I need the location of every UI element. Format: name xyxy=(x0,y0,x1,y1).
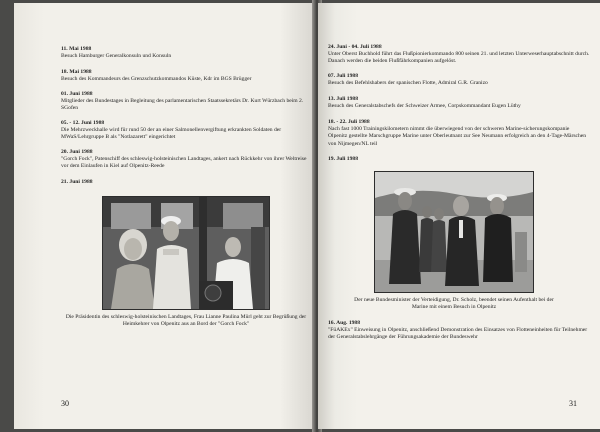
chronicle-entry xyxy=(328,320,590,342)
entry-date: 21. Juni 1988 xyxy=(61,179,93,185)
entry-text: "Gorch Fock", Patenschiff des schleswig-holsteinischen Landtages, ankert nach Rückkehr von ihrer Weltreise vor dem Einlaufen in Kiel auf Olpenitz-Reede xyxy=(61,156,307,170)
entry-text: Besuch des Generalstabschefs der Schweizer Armee, Corpskommandant Eugen Lüthy xyxy=(328,103,521,110)
entry-text: Besuch des Befehlshabers der spanischen Flotte, Admiral G.R. Granizo xyxy=(328,80,488,87)
chronicle-entry xyxy=(328,73,590,87)
chronicle-entry xyxy=(61,69,306,83)
entry-date: 20. Juni 1988 xyxy=(61,149,93,155)
bridge-photo-image xyxy=(103,197,269,309)
left-page xyxy=(14,3,316,429)
photo-caption: Die Präsidentin des schleswig-holsteinischen Landtages, Frau Lianne Paulina Mürl geht zur Begrüßung der Heimkehrer von Olpenitz aus an Bord der "Gorch Fock" xyxy=(65,314,307,328)
chronicle-entry xyxy=(61,179,306,186)
entry-date: 24. Juni - 04. Juli 1988 xyxy=(328,44,382,50)
entry-date: 01. Juni 1988 xyxy=(61,91,93,97)
chronicle-entry xyxy=(61,149,311,171)
minister-photo-image xyxy=(375,172,533,292)
chronicle-entry xyxy=(61,120,311,142)
minister-photo xyxy=(374,171,534,293)
bridge-photo xyxy=(102,196,270,310)
entry-date: 19. Juli 1988 xyxy=(328,156,358,162)
entry-text: Unter Oberst Buchhold führt das Flußpionierkommando 800 seinen 21. und letzten Unterweserhauptabschnitt durch. Danach werden die beiden Flußfährkompanien aufgelöst. xyxy=(328,51,590,65)
entry-text: "FüAKEx" Einweisung in Olpenitz, anschließend Demonstration des Einsatzes von Flotteneinheiten für Teilnehmer der Generalstabslehrgänge der Führungsakademie der Bundeswehr xyxy=(328,327,588,341)
entry-text: Mitglieder des Bundestages in Begleitung des parlamentarischen Staatssekretärs Dr. Kurt Würzbach beim 2. SGofen xyxy=(61,98,304,112)
right-page xyxy=(318,3,600,429)
entry-date: 05. - 12. Juni 1988 xyxy=(61,120,105,126)
entry-date: 11. Mai 1988 xyxy=(61,46,92,52)
chronicle-entry xyxy=(61,91,311,113)
chronicle-entry xyxy=(61,46,306,60)
chronicle-entry xyxy=(328,119,590,148)
entry-text: Besuch des Kommandeurs des Grenzschutzkommandos Küste, Kdr im BGS Brügger xyxy=(61,76,252,83)
entry-date: 18. Mai 1988 xyxy=(61,69,92,75)
entry-text: Nach fast 1000 Trainingskilometern nimmt die überwiegend von der schweren Marine-sicherungskompanie Olpenitz gestellte Marschgruppe Marine unter Oberleutnant zur See Neumann erfolgreich an den 4-Tage-Märschen von Nijmegen/NL teil xyxy=(328,126,587,147)
chronicle-entry xyxy=(328,96,590,110)
entry-text: Besuch Hamburger Generalkonsuln und Konsuln xyxy=(61,53,172,60)
page-number: 30 xyxy=(61,399,69,408)
entry-date: 18. - 22. Juli 1988 xyxy=(328,119,370,125)
chronicle-entry xyxy=(328,44,590,66)
entry-date: 16. Aug. 1988 xyxy=(328,320,361,326)
entry-text: Die Mehrzweckhalle wird für rund 50 der an einer Salmonellenvergiftung erkrankten Soldaten der MWaS/Lehrgruppe B als "Notlazarett" eingerichtet xyxy=(61,127,282,141)
page-number: 31 xyxy=(569,399,577,408)
photo-caption: Der neue Bundesminister der Verteidigung, Dr. Scholz, beendet seinen Aufenthalt bei der Marine mit einem Besuch in Olpenitz xyxy=(354,297,554,311)
entry-date: 07. Juli 1988 xyxy=(328,73,358,79)
entry-date: 13. Juli 1988 xyxy=(328,96,358,102)
chronicle-entry xyxy=(328,156,590,163)
